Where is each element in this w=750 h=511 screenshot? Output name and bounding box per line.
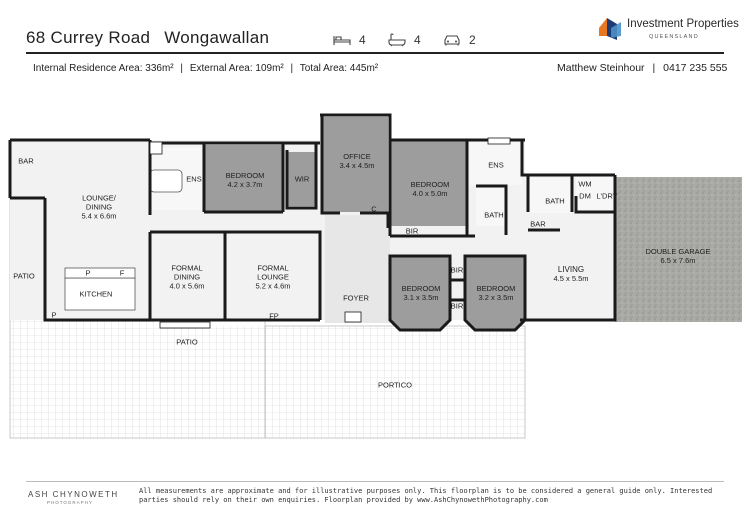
room-ensuite-1: ENS (186, 174, 202, 184)
total-area: Total Area: 445m² (299, 63, 379, 74)
room-bar: BAR (18, 156, 34, 166)
address-street: 68 Currey Road (26, 28, 151, 47)
agent-name: Matthew Steinhour (557, 62, 645, 74)
bathroom-count: 4 (414, 33, 421, 47)
footer-divider (26, 481, 724, 482)
parking-count: 2 (469, 33, 476, 47)
room-formal-lounge: FORMAL LOUNGE 5.2 x 4.6m (255, 263, 291, 291)
room-ensuite-2: ENS (488, 160, 504, 170)
internal-area: Internal Residence Area: 336m² (33, 63, 174, 74)
room-bath-2: BATH (545, 196, 565, 206)
logo-subtitle: QUEENSLAND (649, 34, 699, 40)
room-cupboard: C (371, 204, 377, 214)
room-patio-front: PATIO (176, 337, 198, 347)
bath2-floor (528, 178, 570, 213)
fireplace: FP (269, 311, 279, 321)
room-bar-2: BAR (530, 219, 546, 229)
room-foyer: FOYER (343, 293, 369, 303)
room-bedroom-3: BEDROOM 3.1 x 3.5m (401, 284, 441, 302)
kitchen-pantry: P (85, 268, 91, 278)
patio-front-area (155, 326, 265, 438)
room-laundry: L'DRY (596, 191, 618, 201)
room-formal-dining: FORMAL DINING 4.0 x 5.6m (169, 263, 205, 291)
room-bedroom-2: BEDROOM 4.0 x 5.0m (410, 180, 450, 198)
room-bedroom-4: BEDROOM 3.2 x 3.5m (476, 284, 516, 302)
room-bir-1: BIR (405, 226, 419, 236)
area-separator: | (180, 63, 184, 74)
room-patio-left: PATIO (13, 271, 35, 281)
room-bedroom-1: BEDROOM 4.2 x 3.7m (225, 171, 265, 189)
agent-separator: | (652, 62, 656, 74)
room-office: OFFICE 3.4 x 4.5m (339, 152, 375, 170)
area-separator: | (290, 63, 294, 74)
room-bir-2: BIR (450, 265, 464, 275)
room-portico: PORTICO (377, 380, 413, 390)
bathtub (150, 170, 182, 192)
external-area: External Area: 109m² (189, 63, 284, 74)
logo-title: Investment Properties (627, 18, 739, 30)
room-double-garage: DOUBLE GARAGE 6.5 x 7.6m (645, 247, 711, 265)
agent-phone[interactable]: 0417 235 555 (663, 62, 728, 74)
room-wir: WIR (294, 174, 310, 184)
kitchen-pantry-2: P (51, 310, 57, 320)
dishwasher: DM (579, 191, 591, 201)
room-bath-1: BATH (484, 210, 504, 220)
disclaimer-text: All measurements are approximate and for illustrative purposes only. This floorplan is to be considered a general guide only. Interested parties should rely on their own enquiries. Floorplan provided by www.AshChynowethPhotography.com (139, 487, 713, 504)
room-lounge-dining: LOUNGE/ DINING 5.4 x 6.6m (81, 193, 117, 221)
hallway (325, 215, 390, 323)
photographer-logo: ASH CHYNOWETH (28, 490, 119, 499)
bath1-floor (476, 186, 506, 226)
address-suburb: Wongawallan (164, 28, 270, 47)
room-bir-3: BIR (450, 301, 464, 311)
bedroom-count: 4 (359, 33, 366, 47)
photographer-subtitle: PHOTOGRAPHY (47, 500, 93, 505)
kitchen-fridge: F (119, 268, 125, 278)
washing-machine: WM (578, 179, 592, 189)
room-living: LIVING 4.5 x 5.5m (553, 265, 589, 283)
room-kitchen: KITCHEN (79, 289, 113, 299)
